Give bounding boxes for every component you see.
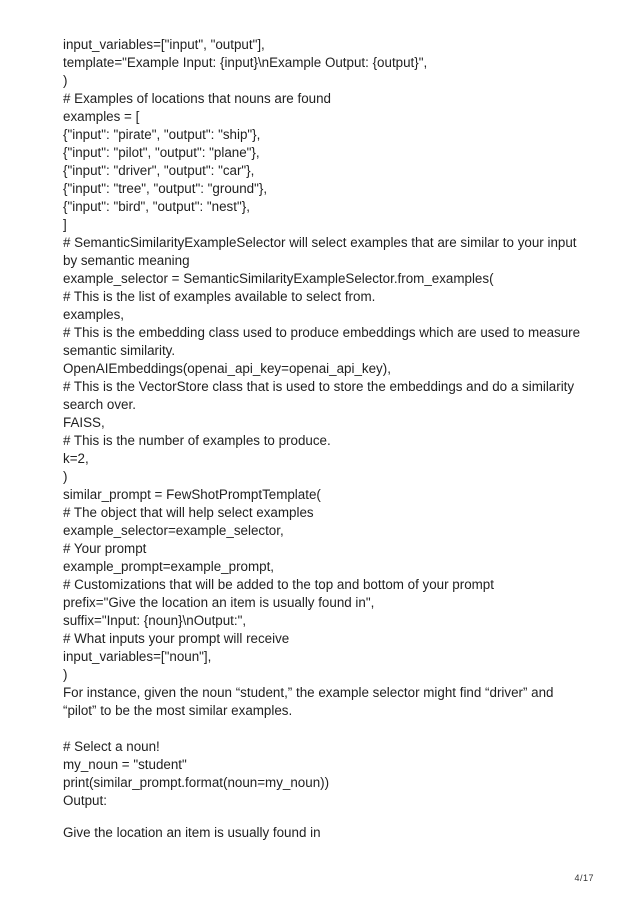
code-block-2 — [63, 738, 583, 810]
code-line: FAISS, — [63, 415, 105, 430]
code-line: k=2, — [63, 451, 89, 466]
body-paragraph: For instance, given the noun “student,” the example selector might find “driver” and “pilot” to be the most similar examples. — [63, 685, 554, 718]
spacer — [63, 720, 583, 738]
code-line: examples, — [63, 307, 125, 322]
code-line: {"input": "pirate", "output": "ship"}, — [63, 127, 261, 142]
code-line: example_selector = SemanticSimilarityExampleSelector.from_examples( — [63, 271, 494, 286]
code-line: {"input": "bird", "output": "nest"}, — [63, 199, 250, 214]
code-comment: # This is the VectorStore class that is used to store the embeddings and do a similarity search over. — [63, 379, 575, 412]
code-line: suffix="Input: {noun}\nOutput:", — [63, 613, 247, 628]
code-line: {"input": "driver", "output": "car"}, — [63, 163, 255, 178]
code-line: {"input": "tree", "output": "ground"}, — [63, 181, 268, 196]
code-comment: # The object that will help select examples — [63, 505, 314, 520]
code-line: ] — [63, 217, 67, 232]
code-line: {"input": "pilot", "output": "plane"}, — [63, 145, 260, 160]
code-comment: # This is the number of examples to produce. — [63, 433, 331, 448]
code-line: ) — [63, 469, 68, 484]
code-line: print(similar_prompt.format(noun=my_noun)) — [63, 775, 330, 790]
code-line: example_selector=example_selector, — [63, 523, 284, 538]
code-comment: # Select a noun! — [63, 739, 160, 754]
document-page — [63, 36, 583, 842]
spacer — [63, 810, 583, 824]
output-text: Give the location an item is usually found in — [63, 825, 321, 840]
code-line: OpenAIEmbeddings(openai_api_key=openai_api_key), — [63, 361, 391, 376]
code-comment: # SemanticSimilarityExampleSelector will select examples that are similar to your input by semantic meaning — [63, 235, 577, 268]
code-line: Output: — [63, 793, 107, 808]
code-line: example_prompt=example_prompt, — [63, 559, 275, 574]
code-block-1 — [63, 36, 583, 720]
code-line: ) — [63, 73, 68, 88]
code-line: similar_prompt = FewShotPromptTemplate( — [63, 487, 321, 502]
code-comment: # What inputs your prompt will receive — [63, 631, 290, 646]
code-line: input_variables=["input", "output"], — [63, 37, 265, 52]
code-line: my_noun = "student" — [63, 757, 187, 772]
code-line: prefix="Give the location an item is usually found in", — [63, 595, 375, 610]
code-comment: # This is the list of examples available to select from. — [63, 289, 376, 304]
code-comment: # This is the embedding class used to produce embeddings which are used to measure semantic similarity. — [63, 325, 581, 358]
code-comment: # Your prompt — [63, 541, 147, 556]
code-line: template="Example Input: {input}\nExample Output: {output}", — [63, 55, 428, 70]
code-line: ) — [63, 667, 68, 682]
code-comment: # Customizations that will be added to the top and bottom of your prompt — [63, 577, 494, 592]
code-line: examples = [ — [63, 109, 140, 124]
code-line: input_variables=["noun"], — [63, 649, 212, 664]
page-number: 4/17 — [574, 873, 594, 883]
code-comment: # Examples of locations that nouns are found — [63, 91, 331, 106]
